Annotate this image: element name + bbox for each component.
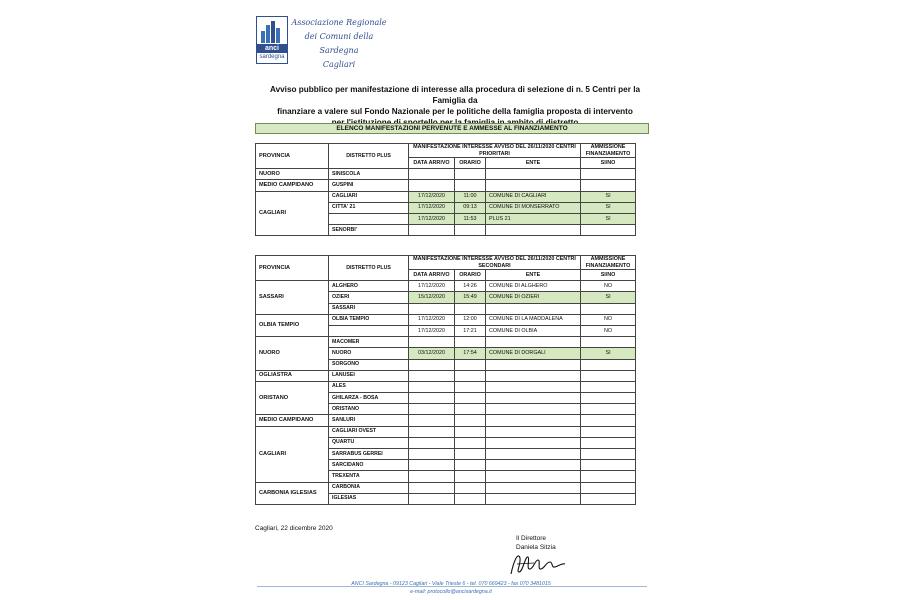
- cell-esito: SI: [581, 292, 636, 303]
- cell-orario: [455, 449, 486, 460]
- cell-esito: [581, 381, 636, 392]
- cell-distretto: CAGLIARI: [329, 191, 409, 202]
- cell-distretto: SORGONO: [329, 359, 409, 370]
- col-data-arrivo: DATA ARRIVO: [409, 158, 455, 169]
- cell-distretto: ALES: [329, 381, 409, 392]
- logo-line-2: dei Comuni della Sardegna: [304, 32, 374, 55]
- cell-esito: [581, 415, 636, 426]
- cell-orario: [455, 471, 486, 482]
- table-row: [256, 281, 636, 292]
- table-row: [256, 381, 636, 392]
- col-provincia: PROVINCIA: [256, 256, 329, 281]
- cell-orario: [455, 460, 486, 471]
- cell-distretto: [329, 325, 409, 336]
- cell-provincia: SASSARI: [256, 281, 329, 315]
- cell-provincia: MEDIO CAMPIDANO: [256, 415, 329, 426]
- cell-esito: [581, 370, 636, 381]
- cell-orario: [455, 393, 486, 404]
- cell-data-arrivo: 17/12/2020: [409, 202, 455, 213]
- cell-esito: [581, 337, 636, 348]
- col-provincia: PROVINCIA: [256, 144, 329, 169]
- cell-esito: [581, 169, 636, 180]
- cell-distretto: IGLESIAS: [329, 493, 409, 504]
- col-distretto: DISTRETTO PLUS: [329, 256, 409, 281]
- anci-emblem-icon: [256, 16, 288, 64]
- cell-orario: [455, 225, 486, 236]
- table-row: [256, 415, 636, 426]
- priority-table-body: [256, 169, 636, 236]
- cell-distretto: ALGHERO: [329, 281, 409, 292]
- table-row: [256, 482, 636, 493]
- cell-esito: NO: [581, 325, 636, 336]
- table-row: [256, 314, 636, 325]
- cell-ente: PLUS 21: [486, 213, 581, 224]
- cell-ente: [486, 449, 581, 460]
- cell-ente: [486, 225, 581, 236]
- cell-esito: [581, 437, 636, 448]
- cell-orario: 14:26: [455, 281, 486, 292]
- col-ammissione: AMMISSIONE FINANZIAMENTO: [581, 144, 636, 158]
- cell-esito: [581, 225, 636, 236]
- cell-data-arrivo: [409, 449, 455, 460]
- cell-data-arrivo: [409, 370, 455, 381]
- cell-data-arrivo: 03/12/2020: [409, 348, 455, 359]
- col-ammissione: AMMISSIONE FINANZIAMENTO: [581, 256, 636, 270]
- cell-esito: [581, 303, 636, 314]
- cell-provincia: NUORO: [256, 337, 329, 371]
- cell-ente: [486, 493, 581, 504]
- cell-provincia: CARBONIA IGLESIAS: [256, 482, 329, 504]
- footer-divider: [257, 586, 647, 587]
- table-row: [256, 180, 636, 191]
- cell-data-arrivo: [409, 337, 455, 348]
- cell-ente: [486, 337, 581, 348]
- anci-logo: [256, 14, 390, 69]
- cell-data-arrivo: 15/12/2020: [409, 292, 455, 303]
- cell-ente: [486, 393, 581, 404]
- cell-ente: COMUNE DI OLBIA: [486, 325, 581, 336]
- signature-icon: [508, 548, 568, 578]
- col-si-no: SI/NO: [581, 158, 636, 169]
- col-distretto: DISTRETTO PLUS: [329, 144, 409, 169]
- cell-esito: SI: [581, 348, 636, 359]
- cell-distretto: SENORBI': [329, 225, 409, 236]
- cell-orario: [455, 437, 486, 448]
- cell-esito: [581, 180, 636, 191]
- cell-provincia: OGLIASTRA: [256, 370, 329, 381]
- document-heading: [255, 84, 655, 128]
- cell-distretto: CAGLIARI OVEST: [329, 426, 409, 437]
- heading-line-1: Avviso pubblico per manifestazione di interesse alla procedura di selezione di n. 5 Centri per la Famiglia da: [269, 85, 641, 105]
- director-role: Il Direttore: [516, 535, 546, 542]
- cell-distretto: OLBIA TEMPIO: [329, 314, 409, 325]
- cell-orario: [455, 426, 486, 437]
- cell-esito: NO: [581, 314, 636, 325]
- logo-mark-top: anci: [257, 44, 287, 53]
- cell-data-arrivo: 17/12/2020: [409, 191, 455, 202]
- cell-distretto: ORISTANO: [329, 404, 409, 415]
- cell-distretto: SARCIDANO: [329, 460, 409, 471]
- cell-orario: 11:53: [455, 213, 486, 224]
- cell-distretto: TREXENTA: [329, 471, 409, 482]
- cell-ente: COMUNE DI OZIERI: [486, 292, 581, 303]
- logo-line-1: Associazione Regionale: [291, 18, 387, 27]
- col-data-arrivo: DATA ARRIVO: [409, 270, 455, 281]
- cell-orario: [455, 415, 486, 426]
- cell-data-arrivo: [409, 180, 455, 191]
- cell-orario: [455, 337, 486, 348]
- cell-esito: [581, 426, 636, 437]
- col-ente: ENTE: [486, 270, 581, 281]
- cell-esito: [581, 359, 636, 370]
- table-row: [256, 337, 636, 348]
- table-row: [256, 191, 636, 202]
- logo-line-3: Cagliari: [322, 60, 356, 69]
- cell-distretto: MACOMER: [329, 337, 409, 348]
- secondary-centers-table: [255, 255, 636, 505]
- cell-distretto: QUARTU: [329, 437, 409, 448]
- cell-provincia: CAGLIARI: [256, 426, 329, 482]
- cell-data-arrivo: [409, 415, 455, 426]
- cell-data-arrivo: [409, 437, 455, 448]
- cell-distretto: NUORO: [329, 348, 409, 359]
- cell-orario: [455, 359, 486, 370]
- cell-orario: 11:00: [455, 191, 486, 202]
- cell-ente: COMUNE DI ALGHERO: [486, 281, 581, 292]
- col-orario: ORARIO: [455, 158, 486, 169]
- cell-ente: [486, 471, 581, 482]
- cell-distretto: OZIERI: [329, 292, 409, 303]
- cell-esito: [581, 471, 636, 482]
- cell-ente: [486, 169, 581, 180]
- cell-data-arrivo: [409, 359, 455, 370]
- cell-distretto: GHILARZA - BOSA: [329, 393, 409, 404]
- section-title: ELENCO MANIFESTAZIONI PERVENUTE E AMMESSE AL FINANZIAMENTO: [255, 123, 649, 134]
- cell-data-arrivo: 17/12/2020: [409, 213, 455, 224]
- cell-esito: [581, 449, 636, 460]
- group-header: MANIFESTAZIONE INTERESSE AVVISO DEL 26/11/2020 CENTRI PRIORITARI: [409, 144, 581, 158]
- cell-esito: NO: [581, 281, 636, 292]
- cell-orario: [455, 303, 486, 314]
- cell-provincia: MEDIO CAMPIDANO: [256, 180, 329, 191]
- cell-ente: [486, 482, 581, 493]
- cell-ente: [486, 370, 581, 381]
- cell-orario: 17:54: [455, 348, 486, 359]
- cell-orario: [455, 404, 486, 415]
- cell-ente: COMUNE DI CAGLIARI: [486, 191, 581, 202]
- cell-orario: 17:21: [455, 325, 486, 336]
- cell-data-arrivo: [409, 404, 455, 415]
- cell-orario: [455, 169, 486, 180]
- cell-ente: [486, 404, 581, 415]
- table-row: [256, 370, 636, 381]
- cell-data-arrivo: 17/12/2020: [409, 281, 455, 292]
- col-ente: ENTE: [486, 158, 581, 169]
- footer-address: ANCI Sardegna - 09123 Cagliari - Viale Trieste 6 - tel. 070 669423 - fax 070 3481015: [351, 581, 551, 587]
- cell-orario: [455, 493, 486, 504]
- cell-esito: SI: [581, 202, 636, 213]
- col-orario: ORARIO: [455, 270, 486, 281]
- cell-data-arrivo: [409, 225, 455, 236]
- cell-esito: [581, 404, 636, 415]
- cell-ente: [486, 437, 581, 448]
- cell-esito: [581, 460, 636, 471]
- footer-email: e-mail: protocollo@ancisardegna.it: [410, 589, 492, 595]
- document-date: Cagliari, 22 dicembre 2020: [255, 525, 333, 532]
- cell-data-arrivo: [409, 381, 455, 392]
- cell-orario: 15:49: [455, 292, 486, 303]
- table-row: [256, 426, 636, 437]
- cell-esito: [581, 482, 636, 493]
- cell-data-arrivo: [409, 303, 455, 314]
- cell-data-arrivo: 17/12/2020: [409, 314, 455, 325]
- cell-esito: [581, 393, 636, 404]
- priority-centers-table: [255, 143, 636, 236]
- cell-orario: [455, 381, 486, 392]
- cell-provincia: ORISTANO: [256, 381, 329, 415]
- cell-ente: [486, 359, 581, 370]
- cell-ente: [486, 426, 581, 437]
- cell-data-arrivo: 17/12/2020: [409, 325, 455, 336]
- cell-provincia: OLBIA TEMPIO: [256, 314, 329, 336]
- cell-ente: [486, 460, 581, 471]
- cell-ente: [486, 415, 581, 426]
- cell-ente: [486, 180, 581, 191]
- cell-distretto: SINISCOLA: [329, 169, 409, 180]
- cell-orario: [455, 180, 486, 191]
- cell-data-arrivo: [409, 393, 455, 404]
- cell-esito: SI: [581, 191, 636, 202]
- cell-ente: COMUNE DI DORGALI: [486, 348, 581, 359]
- secondary-table-body: [256, 281, 636, 505]
- cell-esito: SI: [581, 213, 636, 224]
- cell-provincia: NUORO: [256, 169, 329, 180]
- group-header: MANIFESTAZIONE INTERESSE AVVISO DEL 26/11/2020 CENTRI SECONDARI: [409, 256, 581, 270]
- cell-data-arrivo: [409, 460, 455, 471]
- cell-distretto: CARBONIA: [329, 482, 409, 493]
- cell-orario: [455, 482, 486, 493]
- heading-line-2: finanziare a valere sul Fondo Nazionale per le politiche della famiglia proposta di intervento: [277, 107, 633, 116]
- cell-data-arrivo: [409, 482, 455, 493]
- cell-distretto: SARRABUS GERREI: [329, 449, 409, 460]
- cell-distretto: GUSPINI: [329, 180, 409, 191]
- cell-data-arrivo: [409, 169, 455, 180]
- table-row: [256, 169, 636, 180]
- director-name: Daniela Sitzia: [516, 544, 556, 551]
- cell-ente: COMUNE DI LA MADDALENA: [486, 314, 581, 325]
- cell-data-arrivo: [409, 471, 455, 482]
- cell-provincia: CAGLIARI: [256, 191, 329, 236]
- cell-data-arrivo: [409, 493, 455, 504]
- logo-mark-bottom: sardegna: [259, 54, 285, 60]
- logo-text: [288, 16, 390, 72]
- cell-orario: 12:00: [455, 314, 486, 325]
- cell-ente: [486, 303, 581, 314]
- cell-distretto: LANUSEI: [329, 370, 409, 381]
- cell-distretto: SASSARI: [329, 303, 409, 314]
- cell-orario: 09:13: [455, 202, 486, 213]
- cell-distretto: CITTA' 21: [329, 202, 409, 213]
- cell-esito: [581, 493, 636, 504]
- cell-ente: [486, 381, 581, 392]
- cell-ente: COMUNE DI MONSERRATO: [486, 202, 581, 213]
- cell-distretto: [329, 213, 409, 224]
- col-si-no: SI/NO: [581, 270, 636, 281]
- cell-data-arrivo: [409, 426, 455, 437]
- cell-orario: [455, 370, 486, 381]
- cell-distretto: SANLURI: [329, 415, 409, 426]
